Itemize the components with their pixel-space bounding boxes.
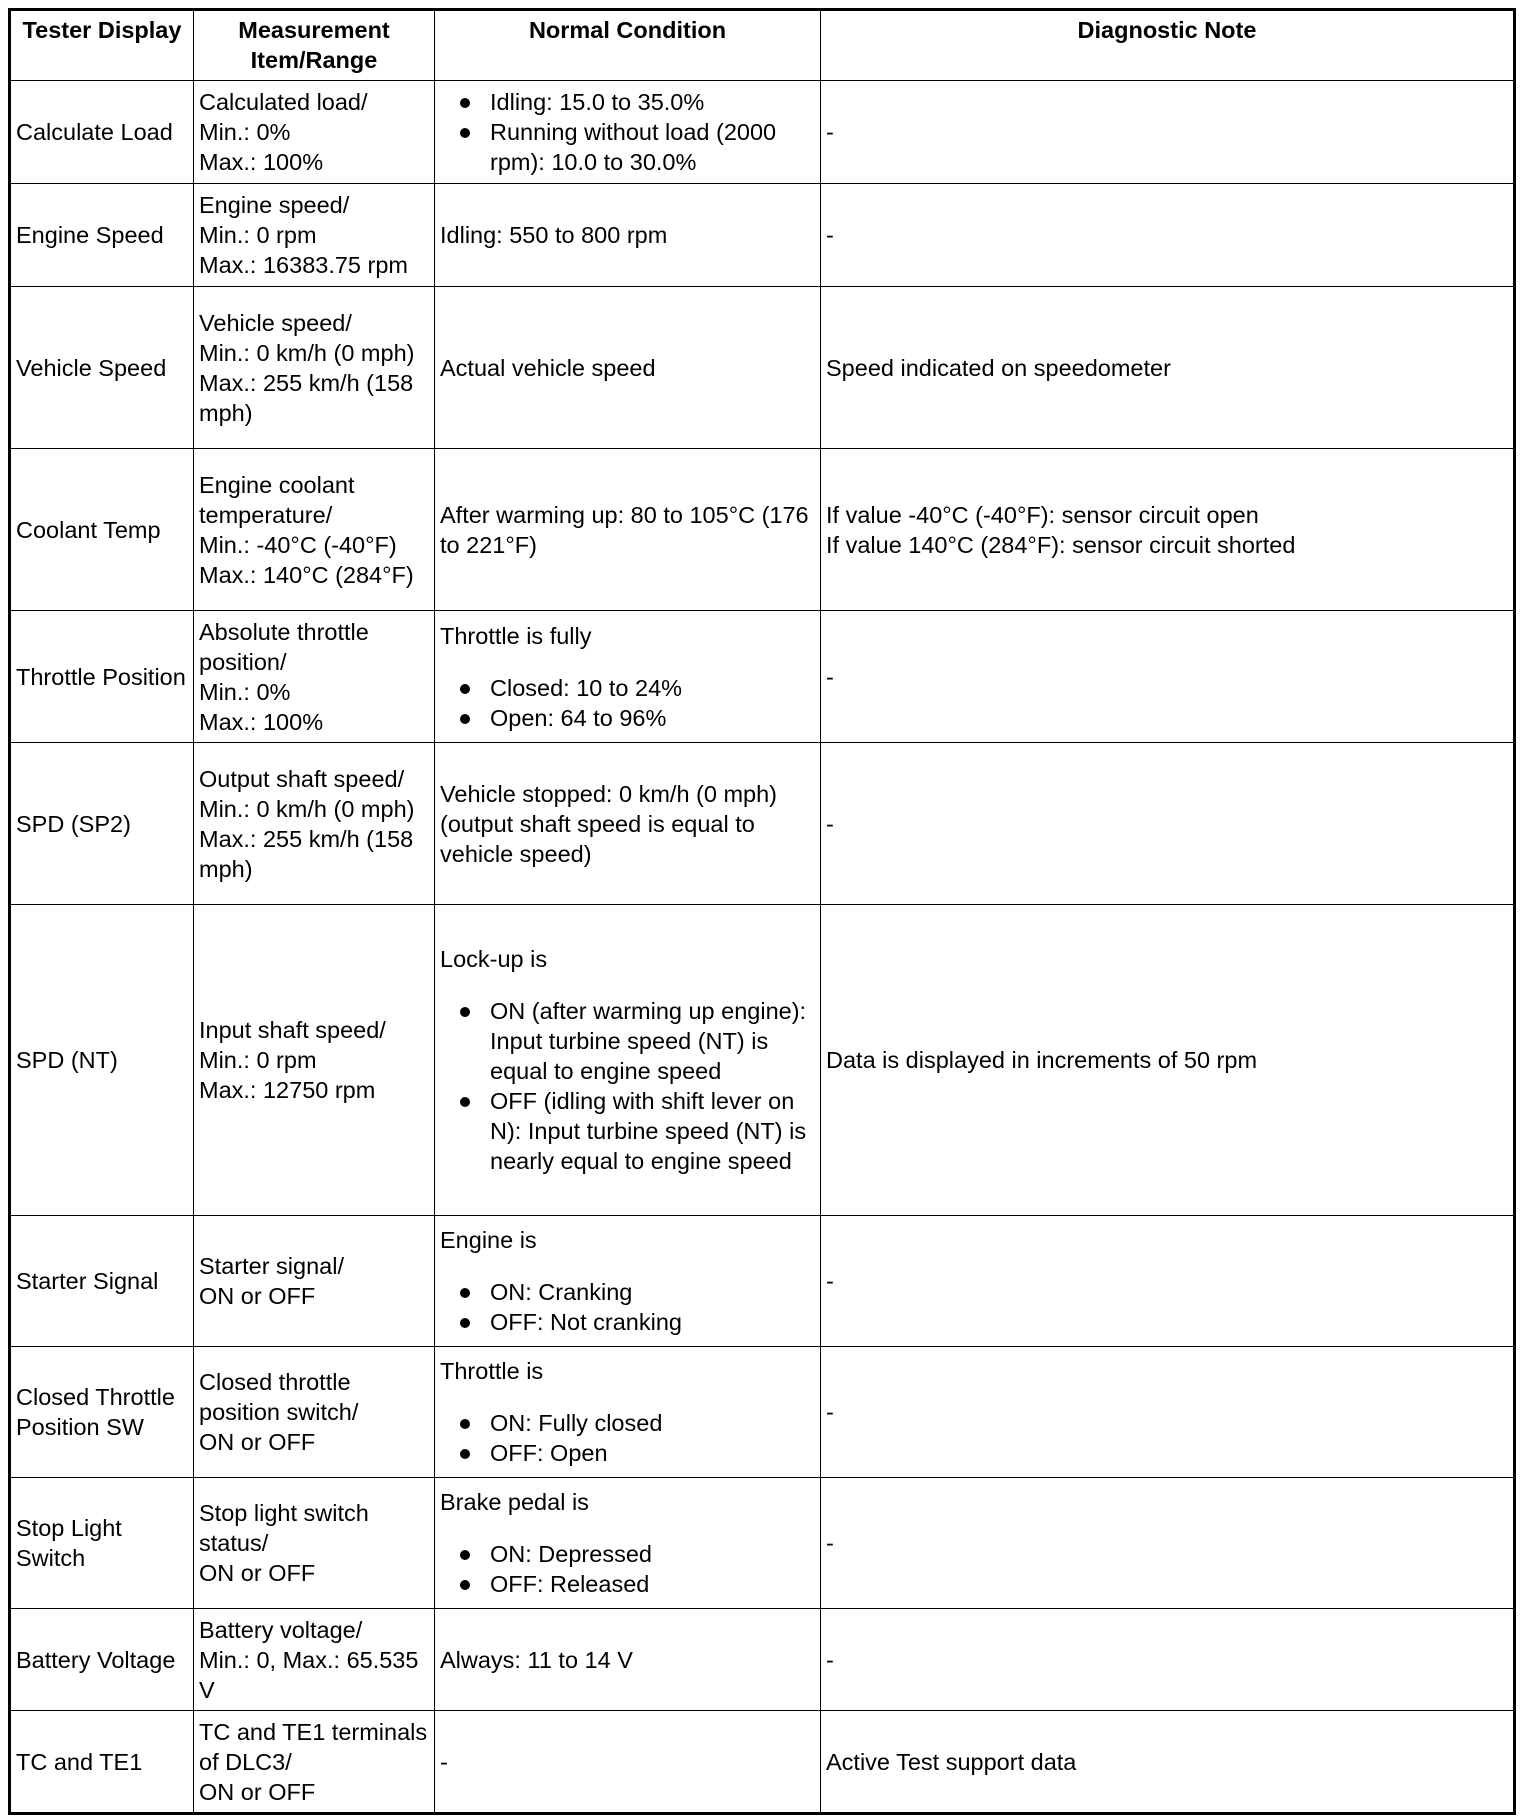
header-diagnostic-note: Diagnostic Note <box>821 10 1515 81</box>
tester-display-cell: Engine Speed <box>10 184 194 287</box>
diagnostic-note-cell: - <box>821 184 1515 287</box>
condition-intro: Engine is <box>440 1227 537 1253</box>
header-measurement: Measurement Item/Range <box>194 10 435 81</box>
normal-condition-cell: Idling: 550 to 800 rpm <box>435 184 821 287</box>
condition-bullet: Closed: 10 to 24% <box>440 673 815 703</box>
tester-display-cell: Vehicle Speed <box>10 287 194 449</box>
normal-condition-cell <box>435 905 821 1216</box>
normal-condition-cell <box>435 1478 821 1609</box>
normal-condition-cell <box>435 1347 821 1478</box>
condition-bullet-list <box>440 87 815 177</box>
data-list-document <box>8 8 1513 1815</box>
condition-bullet: ON: Cranking <box>440 1277 815 1307</box>
condition-bullet: Open: 64 to 96% <box>440 703 815 733</box>
tester-display-cell: SPD (SP2) <box>10 743 194 905</box>
tester-display-cell: TC and TE1 <box>10 1711 194 1814</box>
normal-condition-cell: Actual vehicle speed <box>435 287 821 449</box>
table-row <box>10 743 1515 905</box>
condition-bullet-list <box>440 673 815 733</box>
diagnostic-note-cell: - <box>821 743 1515 905</box>
measurement-cell: Output shaft speed/ Min.: 0 km/h (0 mph) Max.: 255 km/h (158 mph) <box>194 743 435 905</box>
condition-bullet-list <box>440 996 815 1176</box>
measurement-cell: TC and TE1 terminals of DLC3/ ON or OFF <box>194 1711 435 1814</box>
diagnostic-note-cell: - <box>821 1216 1515 1347</box>
condition-bullet-list <box>440 1277 815 1337</box>
diagnostic-note-cell: Data is displayed in increments of 50 rpm <box>821 905 1515 1216</box>
normal-condition-cell: - <box>435 1711 821 1814</box>
tester-display-cell: SPD (NT) <box>10 905 194 1216</box>
tester-display-cell: Stop Light Switch <box>10 1478 194 1609</box>
measurement-cell: Battery voltage/ Min.: 0, Max.: 65.535 V <box>194 1609 435 1711</box>
header-normal-condition: Normal Condition <box>435 10 821 81</box>
measurement-cell: Vehicle speed/ Min.: 0 km/h (0 mph) Max.: 255 km/h (158 mph) <box>194 287 435 449</box>
diagnostic-note-cell: - <box>821 81 1515 184</box>
diagnostic-note-cell: - <box>821 1478 1515 1609</box>
measurement-cell: Calculated load/ Min.: 0% Max.: 100% <box>194 81 435 184</box>
tester-display-cell: Closed Throttle Position SW <box>10 1347 194 1478</box>
normal-condition-cell: Always: 11 to 14 V <box>435 1609 821 1711</box>
tester-display-cell: Calculate Load <box>10 81 194 184</box>
table-row <box>10 1347 1515 1478</box>
measurement-cell: Absolute throttle position/ Min.: 0% Max.: 100% <box>194 611 435 743</box>
condition-intro: Lock-up is <box>440 946 548 972</box>
normal-condition-cell <box>435 81 821 184</box>
condition-bullet: ON (after warming up engine): Input turbine speed (NT) is equal to engine speed <box>440 996 815 1086</box>
table-row <box>10 1478 1515 1609</box>
condition-bullet: Idling: 15.0 to 35.0% <box>440 87 815 117</box>
diagnostic-note-cell: Active Test support data <box>821 1711 1515 1814</box>
condition-intro: Brake pedal is <box>440 1489 589 1515</box>
tester-display-cell: Battery Voltage <box>10 1609 194 1711</box>
diagnostic-note-cell: - <box>821 1347 1515 1478</box>
diagnostic-note-cell: If value -40°C (-40°F): sensor circuit open If value 140°C (284°F): sensor circuit shorted <box>821 449 1515 611</box>
table-row <box>10 1711 1515 1814</box>
condition-bullet: OFF: Released <box>440 1569 815 1599</box>
measurement-cell: Engine speed/ Min.: 0 rpm Max.: 16383.75 rpm <box>194 184 435 287</box>
condition-bullet: Running without load (2000 rpm): 10.0 to 30.0% <box>440 117 815 177</box>
measurement-cell: Starter signal/ ON or OFF <box>194 1216 435 1347</box>
normal-condition-cell <box>435 1216 821 1347</box>
header-row <box>10 10 1515 81</box>
normal-condition-cell <box>435 611 821 743</box>
measurement-cell: Stop light switch status/ ON or OFF <box>194 1478 435 1609</box>
table-row <box>10 611 1515 743</box>
measurement-cell: Engine coolant temperature/ Min.: -40°C (-40°F) Max.: 140°C (284°F) <box>194 449 435 611</box>
table-row <box>10 287 1515 449</box>
condition-intro: Throttle is <box>440 1358 544 1384</box>
condition-bullet: OFF (idling with shift lever on N): Input turbine speed (NT) is nearly equal to engine speed <box>440 1086 815 1176</box>
diagnostic-note-cell: - <box>821 611 1515 743</box>
header-tester-display: Tester Display <box>10 10 194 81</box>
table-row <box>10 449 1515 611</box>
condition-bullet: OFF: Not cranking <box>440 1307 815 1337</box>
tester-display-cell: Coolant Temp <box>10 449 194 611</box>
condition-bullet-list <box>440 1408 815 1468</box>
table-row <box>10 905 1515 1216</box>
condition-bullet-list <box>440 1539 815 1599</box>
table-row <box>10 1609 1515 1711</box>
normal-condition-cell: Vehicle stopped: 0 km/h (0 mph) (output shaft speed is equal to vehicle speed) <box>435 743 821 905</box>
table-row <box>10 1216 1515 1347</box>
measurement-cell: Input shaft speed/ Min.: 0 rpm Max.: 12750 rpm <box>194 905 435 1216</box>
measurement-cell: Closed throttle position switch/ ON or OFF <box>194 1347 435 1478</box>
diagnostic-note-cell: - <box>821 1609 1515 1711</box>
tester-display-cell: Starter Signal <box>10 1216 194 1347</box>
table-row <box>10 184 1515 287</box>
table-row <box>10 81 1515 184</box>
condition-bullet: OFF: Open <box>440 1438 815 1468</box>
condition-intro: Throttle is fully <box>440 622 592 649</box>
condition-bullet: ON: Fully closed <box>440 1408 815 1438</box>
normal-condition-cell: After warming up: 80 to 105°C (176 to 221°F) <box>435 449 821 611</box>
condition-bullet: ON: Depressed <box>440 1539 815 1569</box>
tester-display-cell: Throttle Position <box>10 611 194 743</box>
data-list-table <box>8 8 1516 1815</box>
diagnostic-note-cell: Speed indicated on speedometer <box>821 287 1515 449</box>
